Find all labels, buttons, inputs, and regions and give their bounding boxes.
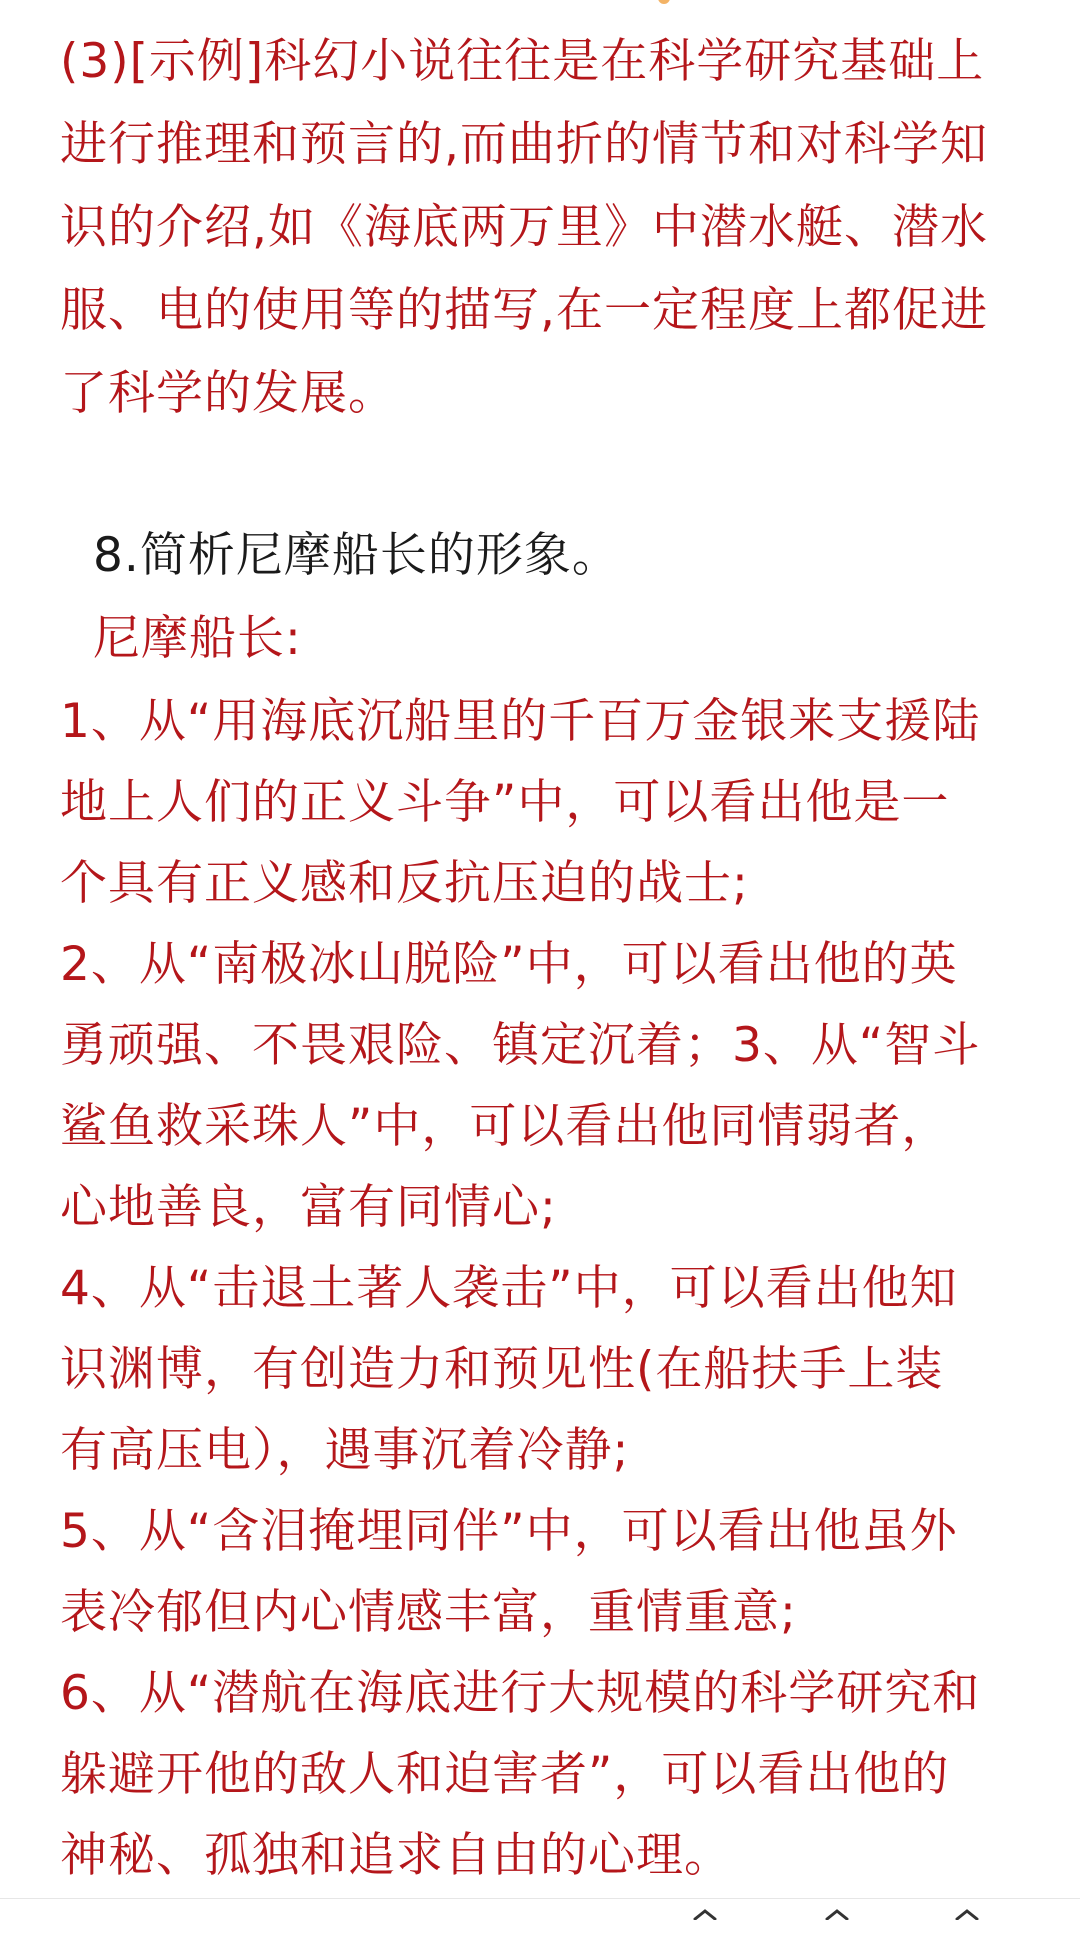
answer-line: 了科学的发展。: [60, 366, 396, 421]
answer-line: 神秘、孤独和追求自由的心理。: [60, 1828, 732, 1883]
answer-line: 识渊博，有创造力和预见性(在船扶手上装: [60, 1342, 944, 1397]
answer-subheading: 尼摩船长:: [93, 611, 302, 666]
toolbar-hint-icon: [692, 1908, 718, 1920]
answer-line: 2、从“南极冰山脱险”中，可以看出他的英: [60, 937, 958, 992]
answer-line: 个具有正义感和反抗压迫的战士;: [60, 856, 749, 911]
answer-line: 躲避开他的敌人和迫害者”，可以看出他的: [60, 1747, 950, 1802]
answer-line: 6、从“潜航在海底进行大规模的科学研究和: [60, 1666, 981, 1721]
answer-line: 勇顽强、不畏艰险、镇定沉着；3、从“智斗: [60, 1018, 981, 1073]
answer-line: 地上人们的正义斗争”中，可以看出他是一: [60, 775, 950, 830]
answer-line: 1、从“用海底沉船里的千百万金银来支援陆: [60, 694, 981, 749]
answer-line: 鲨鱼救采珠人”中，可以看出他同情弱者，: [60, 1099, 950, 1154]
answer-line: 5、从“含泪掩埋同伴”中，可以看出他虽外: [60, 1504, 958, 1559]
answer-line: 识的介绍,如《海底两万里》中潜水艇、潜水: [60, 200, 988, 255]
answer-line: 心地善良，富有同情心;: [60, 1180, 557, 1235]
toolbar-hint-icon: [824, 1908, 850, 1920]
answer-line: (3)[示例]科幻小说往往是在科学研究基础上: [60, 34, 985, 89]
answer-line: 表冷郁但内心情感丰富，重情重意;: [60, 1585, 797, 1640]
question-heading: 8.简析尼摩船长的形象。: [93, 528, 620, 583]
answer-line: 4、从“击退土著人袭击”中，可以看出他知: [60, 1261, 958, 1316]
answer-line: 进行推理和预言的,而曲折的情节和对科学知: [60, 117, 988, 172]
bottom-toolbar-edge: [0, 1898, 1080, 1935]
top-decoration: [658, 0, 670, 4]
toolbar-hint-icon: [954, 1908, 980, 1920]
answer-line: 有高压电），遇事沉着冷静;: [60, 1423, 630, 1478]
answer-line: 服、电的使用等的描写,在一定程度上都促进: [60, 283, 988, 338]
